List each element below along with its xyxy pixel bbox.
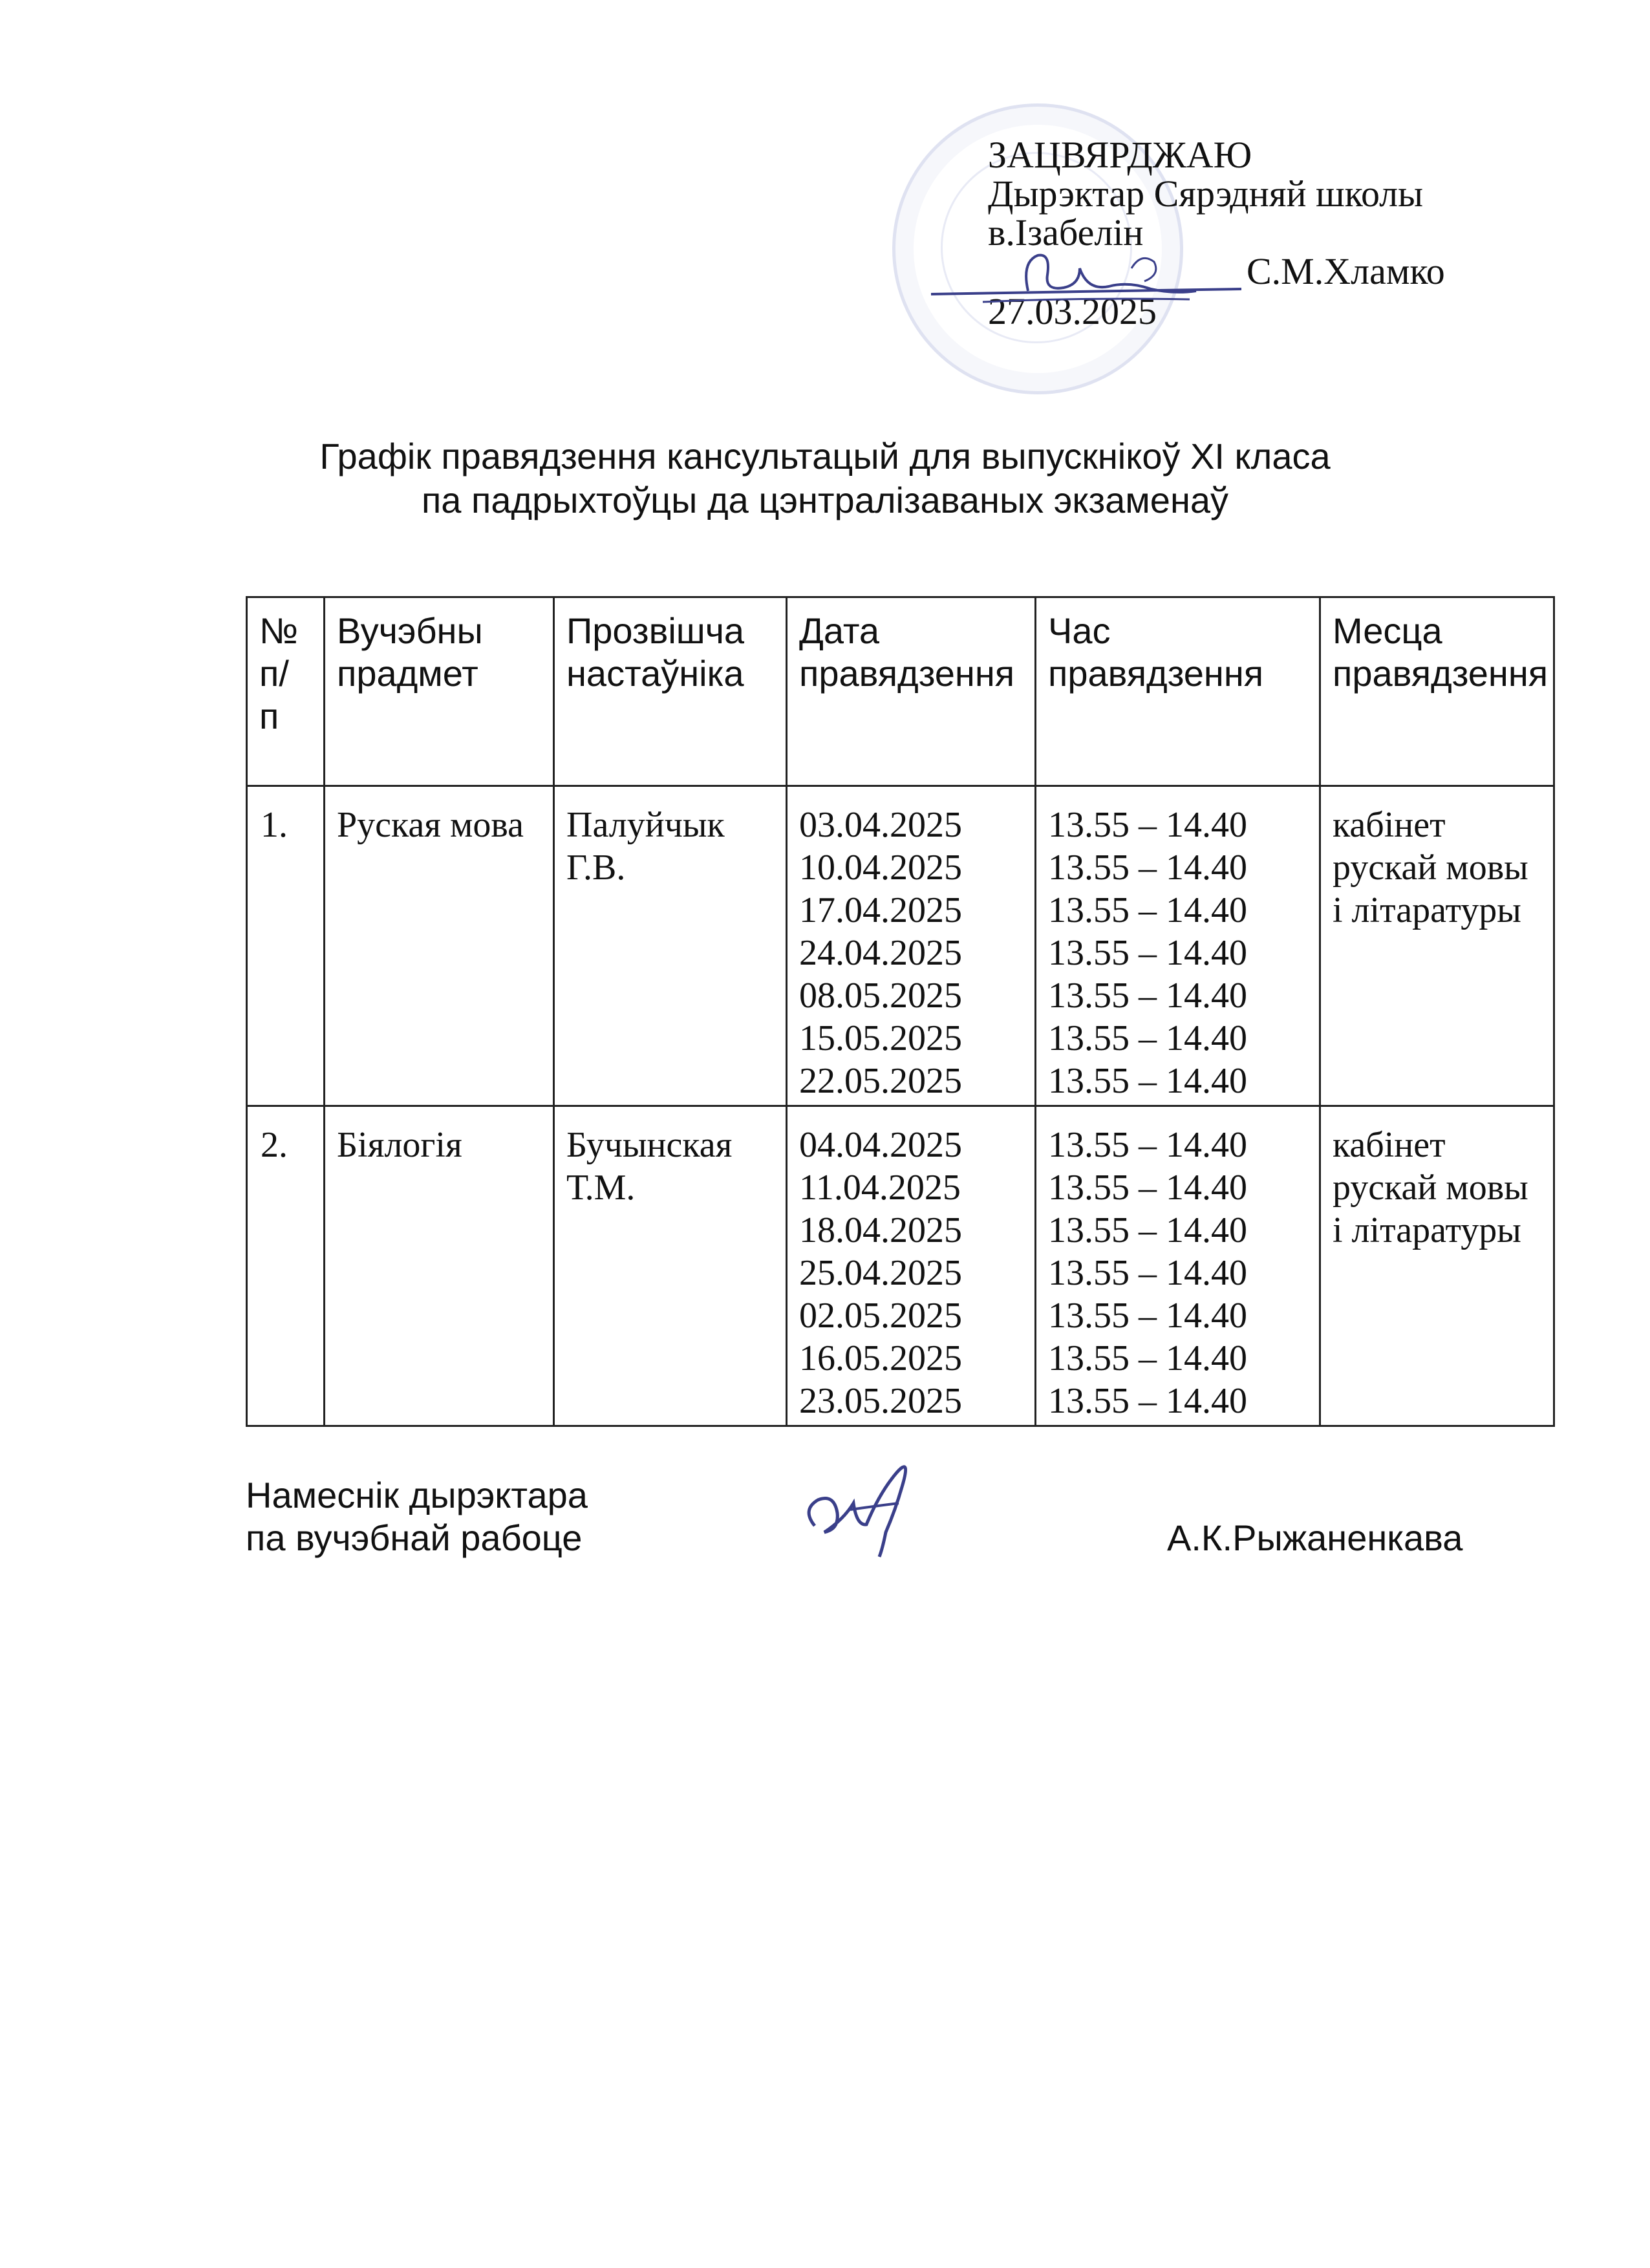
row-dates: 03.04.2025 10.04.2025 17.04.2025 24.04.2025 08.05.2025 15.05.2025 22.05.2025 (787, 786, 1036, 1106)
document-title (0, 434, 1650, 522)
row-num: 2. (247, 1106, 325, 1426)
header-subject: Вучэбны прадмет (325, 597, 554, 786)
header-time: Час правядзення (1036, 597, 1320, 786)
row-place: кабінет рускай мовы і літаратуры (1320, 1106, 1554, 1426)
header-teacher: Прозвішча настаўніка (554, 597, 787, 786)
deputy-position-line2: па вучэбнай рабоце (246, 1517, 583, 1558)
row-times: 13.55 – 14.40 13.55 – 14.40 13.55 – 14.40 13.55 – 14.40 13.55 – 14.40 13.55 – 14.40 13.55 – 14.40 (1036, 1106, 1320, 1426)
approval-heading: ЗАЦВЯРДЖАЮ (988, 134, 1252, 176)
row-num: 1. (247, 786, 325, 1106)
header-place: Месца правядзення (1320, 597, 1554, 786)
deputy-signature (789, 1448, 944, 1558)
director-name: С.М.Хламко (1247, 250, 1445, 292)
table-row (247, 1106, 1554, 1426)
deputy-name: А.К.Рыжаненкава (1167, 1517, 1463, 1558)
row-subject: Руская мова (325, 786, 554, 1106)
header-date: Дата правядзення (787, 597, 1036, 786)
approval-position-line1: Дырэктар Сярэдняй школы (988, 173, 1424, 215)
document-title-line2: па падрыхтоўцы да цэнтралізаваных экзаменаў (421, 480, 1229, 520)
consultation-schedule-table (246, 596, 1555, 1427)
row-times: 13.55 – 14.40 13.55 – 14.40 13.55 – 14.40 13.55 – 14.40 13.55 – 14.40 13.55 – 14.40 13.55 – 14.40 (1036, 786, 1320, 1106)
header-num: № п/ п (247, 597, 325, 786)
row-subject: Біялогія (325, 1106, 554, 1426)
row-place: кабінет рускай мовы і літаратуры (1320, 786, 1554, 1106)
table-header-row (247, 597, 1554, 786)
approval-position-line2: в.Ізабелін (988, 211, 1144, 253)
table-row (247, 786, 1554, 1106)
row-teacher: Палуйчык Г.В. (554, 786, 787, 1106)
row-teacher: Бучынская Т.М. (554, 1106, 787, 1426)
document-title-line1: Графік правядзення кансультацый для выпускнікоў XI класа (319, 436, 1331, 476)
director-signature (918, 230, 1254, 314)
row-dates: 04.04.2025 11.04.2025 18.04.2025 25.04.2025 02.05.2025 16.05.2025 23.05.2025 (787, 1106, 1036, 1426)
deputy-position-line1: Намеснік дырэктара (246, 1475, 588, 1515)
approval-date: 27.03.2025 (988, 290, 1157, 332)
